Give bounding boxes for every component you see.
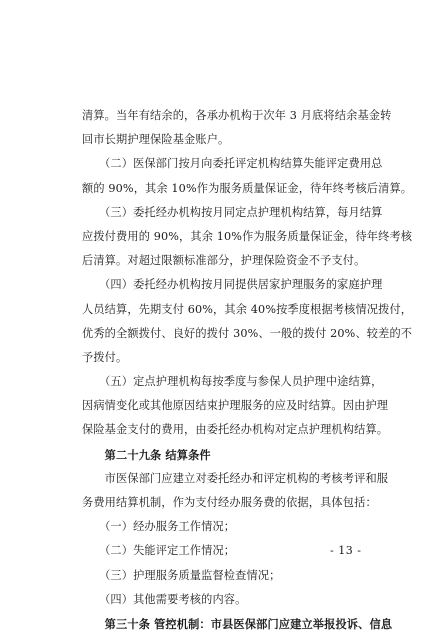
text-line: 因病情变化或其他原因结束护理服务的应及时结算。因由护理	[82, 399, 389, 413]
text-line: 清算。当年有结余的，各承办机构于次年 3 月底将结余基金转	[82, 109, 392, 122]
text-line: 应拨付费用的 90%，其余 10%作为服务质量保证金，待年终考核	[82, 229, 413, 243]
text-line: 额的 90%，其余 10%作为服务质量保证金，待年终考核后清算。	[82, 181, 413, 195]
text-line: 人员结算，先期支付 60%，其余 40%按季度根据考核情况拨付，	[82, 302, 413, 316]
text-line: （四）其他需要考核的内容。	[82, 592, 247, 606]
text-line: （四）委托经办机构按月同提供居家护理服务的家庭护理	[82, 278, 383, 292]
page-number: - 13 -	[330, 544, 362, 557]
body-text	[82, 104, 413, 636]
text-line: 后清算。对超过限额标准部分，护理保险资金不予支付。	[82, 254, 366, 268]
text-line: 回市长期护理保险基金账户。	[82, 133, 230, 147]
text-line: 市医保部门应建立对委托经办和评定机构的考核考评和服	[82, 471, 389, 485]
text-line: （二）医保部门按月向委托评定机构结算失能评定费用总	[82, 157, 383, 171]
text-line: （一）经办服务工作情况；	[82, 520, 236, 534]
text-line: （二）失能评定工作情况；	[82, 544, 236, 558]
article-heading: 第二十九条 结算条件	[82, 447, 211, 462]
text-line: （五）定点护理机构每按季度与参保人员护理中途结算，	[82, 375, 383, 389]
text-line: （三）委托经办机构按月同定点护理机构结算，每月结算	[82, 205, 383, 219]
text-line: 优秀的全额拨付、良好的拨付 30%、一般的拨付 20%、较差的不	[82, 326, 413, 340]
text-line: （三）护理服务质量监督检查情况；	[82, 568, 281, 582]
article-heading: 第三十条 管控机制：市县医保部门应建立举报投诉、信息	[82, 616, 393, 631]
text-line: 予拨付。	[82, 350, 128, 364]
text-line: 务费用结算机制，作为支付经办服务费的依据，具体包括：	[82, 496, 377, 509]
text-line: 保险基金支付的费用，由委托经办机构对定点护理机构结算。	[82, 423, 389, 437]
